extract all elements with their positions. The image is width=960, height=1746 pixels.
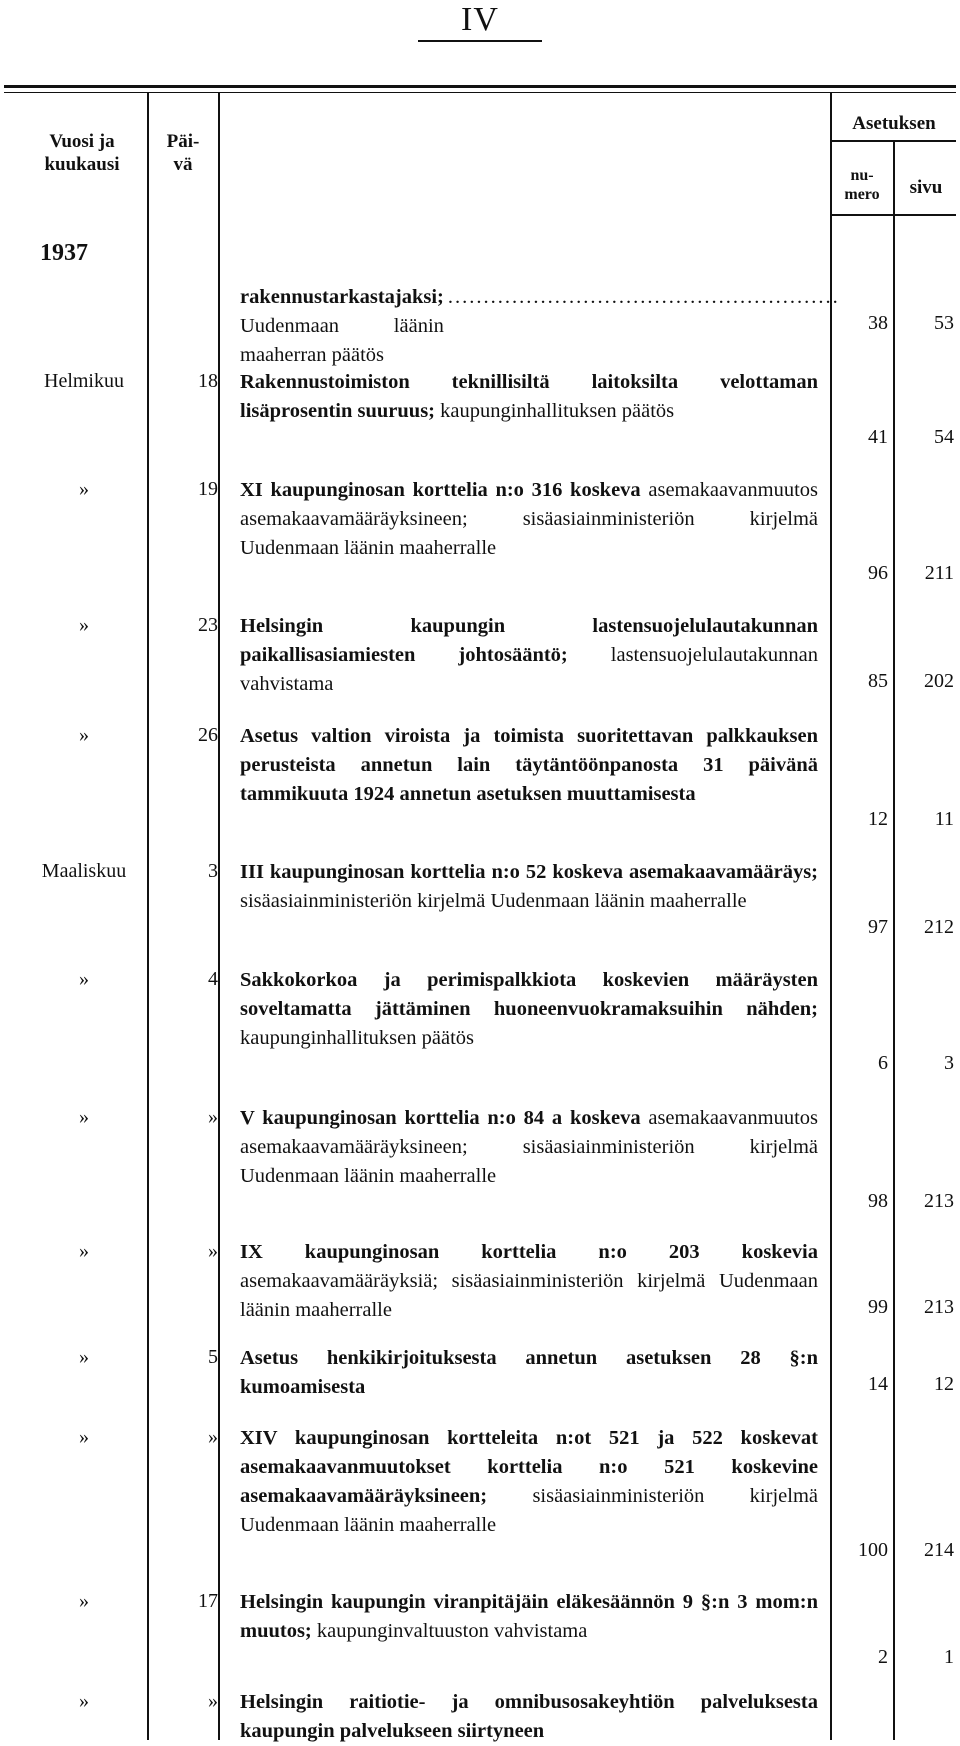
day-label: » <box>208 1106 218 1128</box>
entry-title: rakennustarkastajaksi; <box>240 286 444 308</box>
ordinance-page: 211 <box>924 562 954 584</box>
ordinance-page: 3 <box>944 1052 954 1074</box>
ordinance-number: 6 <box>878 1052 888 1074</box>
list-item <box>240 1588 818 1646</box>
ordinance-number: 96 <box>868 562 888 584</box>
day-label: 18 <box>198 370 218 392</box>
header-page: sivu <box>909 177 943 198</box>
day-label: 17 <box>198 1590 218 1612</box>
ordinance-page: 212 <box>924 916 954 938</box>
page-number-underline <box>418 40 542 42</box>
entry-source: sisäasiainministeriön kirjelmä Uudenmaan läänin maaherralle <box>240 890 747 912</box>
header-number: nu- mero <box>844 167 880 203</box>
entry-title: Asetus henkikirjoituksesta annetun asetuksen 28 §:n kumoamisesta <box>240 1347 818 1398</box>
day-label: » <box>208 1426 218 1448</box>
ordinance-page: 12 <box>934 1373 954 1395</box>
day-label: 26 <box>198 724 218 746</box>
month-label: Helmikuu <box>44 370 124 392</box>
list-item <box>240 1424 818 1540</box>
list-item <box>240 1344 818 1402</box>
entry-title: XI kaupunginosan korttelia n:o 316 koskeva <box>240 479 641 501</box>
entry-source: sisäasiainministeriön kirjelmä Uudenmaan läänin maaherralle <box>240 1485 818 1536</box>
entry-title: IX kaupunginosan korttelia n:o 203 koskevia <box>240 1241 818 1263</box>
entry-title: III kaupunginosan korttelia n:o 52 koskeva asemakaavamääräys; <box>240 861 818 883</box>
entry-source: kaupunginhallituksen päätös <box>240 1027 474 1049</box>
entry-source: asemakaavanmuutos asemakaavamääräyksineen; sisäasiainministeriön kirjelmä Uudenmaan läänin maaherralle <box>240 479 819 559</box>
header-day: Päi- vä <box>166 131 200 175</box>
list-item <box>240 966 818 1053</box>
entry-source: lastensuojelulautakunnan vahvistama <box>240 644 818 695</box>
entry-title: Helsingin raitiotie- ja omnibusosakeyhtiön palveluksesta kaupungin palvelukseen siirtyneen <box>240 1691 818 1742</box>
month-label: » <box>79 1426 89 1448</box>
ordinance-page: 54 <box>934 426 954 448</box>
entry-title: V kaupunginosan korttelia n:o 84 a koskeva <box>240 1107 641 1129</box>
list-item <box>240 368 818 426</box>
header-ordinance: Asetuksen <box>852 113 936 134</box>
entry-title: XIV kaupunginosan kortteleita n:ot 521 ja 522 koskevat asemakaavanmuutokset korttelia n:o 521 koskevine asemakaavamääräyksineen; <box>240 1427 818 1507</box>
ordinance-number: 100 <box>858 1539 888 1561</box>
month-label: » <box>79 614 89 636</box>
entry-source: kaupunginvaltuuston vahvistama <box>311 1620 588 1642</box>
entry-title: Sakkokorkoa ja perimispalkkiota koskevien määräysten soveltamatta jättäminen huoneenvuokramaksuihin nähden; <box>240 969 818 1020</box>
list-item <box>240 1688 818 1746</box>
column-divider-day <box>218 92 220 1740</box>
day-label: » <box>208 1690 218 1712</box>
ordinance-page: 213 <box>924 1296 954 1318</box>
ordinance-number: 85 <box>868 670 888 692</box>
month-label: » <box>79 478 89 500</box>
ordinance-page: 213 <box>924 1190 954 1212</box>
entry-title: Helsingin kaupungin viranpitäjäin eläkesäännön 9 §:n 3 mom:n muutos; <box>240 1591 818 1642</box>
ordinance-number: 12 <box>868 808 888 830</box>
ordinance-number: 2 <box>878 1646 888 1668</box>
entry-title: Asetus valtion viroista ja toimista suoritettavan palkkauksen perusteista annetun lain täytäntöönpanosta 31 päivänä tammikuuta 1924 annetun asetuksen muuttamisesta <box>240 725 818 805</box>
list-item <box>240 858 818 916</box>
column-divider-number <box>893 140 895 1740</box>
ordinance-number: 41 <box>868 426 888 448</box>
day-label: 23 <box>198 614 218 636</box>
month-label: » <box>79 1106 89 1128</box>
list-item <box>240 612 818 699</box>
page-number: IV <box>461 1 499 38</box>
header-date: Vuosi ja kuukausi <box>44 131 120 175</box>
ordinance-page: 11 <box>934 808 954 830</box>
ordinance-page: 1 <box>944 1646 954 1668</box>
entry-source: asemakaavanmuutos asemakaavamääräyksineen; sisäasiainministeriön kirjelmä Uudenmaan läänin maaherralle <box>240 1107 818 1187</box>
header-bottom-rule <box>830 214 956 216</box>
month-label: » <box>79 1346 89 1368</box>
list-item: rakennustarkastajaksi; Uudenmaan läänin maaherran päätös ....................................................... <box>240 286 840 366</box>
ordinance-number: 38 <box>868 312 888 334</box>
table-top-rule <box>4 85 956 88</box>
entry-source: asemakaavamääräyksiä; sisäasiainministeriön kirjelmä Uudenmaan läänin maaherralle <box>240 1270 818 1321</box>
day-label: 19 <box>198 478 218 500</box>
month-label: Maaliskuu <box>41 860 127 882</box>
ordinance-page: 202 <box>924 670 954 692</box>
day-label: 5 <box>208 1346 218 1368</box>
day-label: 3 <box>208 860 218 882</box>
entry-title: Rakennustoimiston teknillisiltä laitoksilta velottaman lisäprosentin suuruus; <box>240 371 818 422</box>
day-label: » <box>208 1240 218 1262</box>
entry-source: kaupunginhallituksen päätös <box>435 400 675 422</box>
column-divider-date <box>147 92 149 1740</box>
list-item <box>240 722 818 809</box>
year-heading: 1937 <box>40 240 88 266</box>
header-rule-ordinance <box>830 140 956 142</box>
month-label: » <box>79 1690 89 1712</box>
ordinance-number: 99 <box>868 1296 888 1318</box>
ordinance-number: 98 <box>868 1190 888 1212</box>
month-label: » <box>79 968 89 990</box>
month-label: » <box>79 1240 89 1262</box>
ordinance-number: 14 <box>868 1373 888 1395</box>
ordinance-page: 53 <box>934 312 954 334</box>
month-label: » <box>79 724 89 746</box>
day-label: 4 <box>208 968 218 990</box>
month-label: » <box>79 1590 89 1612</box>
ordinance-number: 97 <box>868 916 888 938</box>
list-item <box>240 1104 818 1191</box>
entry-title: Helsingin kaupungin lastensuojelulautakunnan paikallisasiamiesten johtosääntö; <box>240 615 818 666</box>
ordinance-page: 214 <box>924 1539 954 1561</box>
list-item <box>240 1238 818 1325</box>
entry-source: Uudenmaan läänin maaherran päätös <box>240 315 444 366</box>
list-item <box>240 476 818 563</box>
